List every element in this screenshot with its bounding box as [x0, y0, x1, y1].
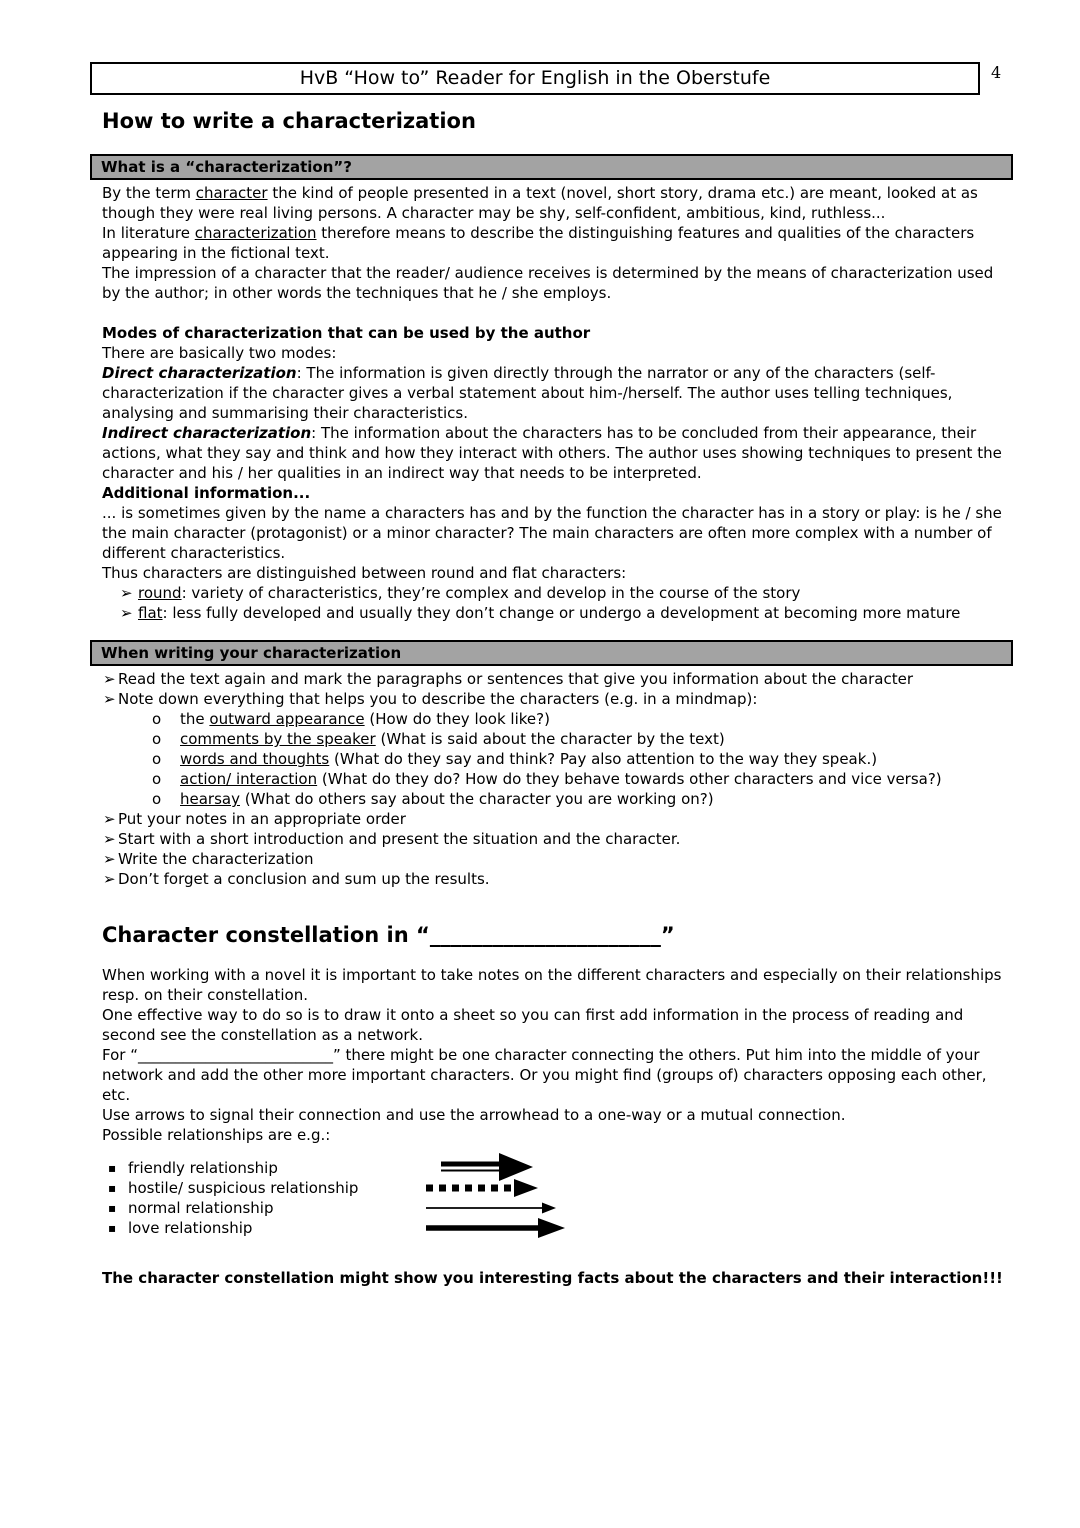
section-what-is	[102, 183, 1007, 303]
legend-row	[90, 1198, 1013, 1218]
list-item	[90, 689, 1007, 709]
arrow-bullet-icon: ➢	[103, 830, 116, 848]
round-flat-list	[102, 583, 1007, 623]
arrow-bullet-icon: ➢	[103, 670, 116, 688]
page-title: How to write a characterization	[102, 109, 476, 133]
arrow-bullet-icon: ➢	[120, 584, 133, 602]
paragraph: Direct characterization: The information is given directly through the narrator or any of the characters (self-characterization if the character gives a verbal statement about him-/herself. The author uses telling techniques, analysing and summarising their characteristics.	[102, 364, 953, 422]
circle-bullet-icon: o	[152, 790, 162, 808]
square-bullet-icon: ▪	[108, 1161, 117, 1175]
list-item	[90, 789, 1007, 809]
list-item-text: action/ interaction (What do they do? How do they behave towards other characters and vice versa?)	[180, 770, 942, 788]
list-item-text: words and thoughts (What do they say and think? Pay also attention to the way they speak.)	[180, 750, 878, 768]
legend-row	[90, 1158, 1013, 1178]
list-item-text: Read the text again and mark the paragraphs or sentences that give you information about the character	[118, 670, 913, 688]
relationship-legend	[90, 1158, 1013, 1238]
arrow-bullet-icon: ➢	[103, 850, 116, 868]
header-title-box	[90, 62, 980, 95]
circle-bullet-icon: o	[152, 770, 162, 788]
thin-arrow-icon	[426, 1201, 556, 1215]
section-heading-when-writing: When writing your characterization	[90, 640, 1013, 666]
legend-row	[90, 1178, 1013, 1198]
list-item-text: Start with a short introduction and present the situation and the character.	[118, 830, 681, 848]
paragraph: For “__________________________” there might be one character connecting the others. Put him into the middle of your network and add the other more important characters. Or you might find (groups of) characters opposing each other, etc.	[102, 1046, 987, 1104]
paragraph: By the term character the kind of people presented in a text (novel, short story, drama etc.) are meant, looked at as though they were real living persons. A character may be shy, self-confident, ambitious, kind, ruthless...	[102, 184, 978, 222]
arrow-bullet-icon: ➢	[103, 870, 116, 888]
relationship-label: love relationship	[128, 1219, 253, 1237]
paragraph: In literature characterization therefore means to describe the distinguishing features and qualities of the characters appearing in the fictional text.	[102, 224, 975, 262]
paragraph: One effective way to do so is to draw it onto a sheet so you can first add information in the process of reading and second see the constellation as a network.	[102, 1006, 964, 1044]
list-item-text: Write the characterization	[118, 850, 314, 868]
section-heading-what-is: What is a “characterization”?	[90, 154, 1013, 180]
square-bullet-icon: ▪	[108, 1181, 117, 1195]
section-modes	[102, 323, 1007, 623]
list-item	[90, 809, 1007, 829]
arrow-bullet-icon: ➢	[103, 810, 116, 828]
legend-row	[90, 1218, 1013, 1238]
thick-arrow-icon	[426, 1216, 565, 1240]
paragraph: There are basically two modes:	[102, 344, 337, 362]
writing-steps-list	[90, 669, 1007, 889]
square-bullet-icon: ▪	[108, 1221, 117, 1235]
paragraph: Use arrows to signal their connection and use the arrowhead to a one-way or a mutual connection.	[102, 1106, 846, 1124]
list-item-text: flat: less fully developed and usually they don’t change or undergo a development at becoming more mature	[138, 604, 961, 622]
list-item-text: Note down everything that helps you to describe the characters (e.g. in a mindmap):	[118, 690, 758, 708]
square-bullet-icon: ▪	[108, 1201, 117, 1215]
list-item-text: the outward appearance (How do they look like?)	[180, 710, 550, 728]
list-item	[90, 669, 1007, 689]
conclusion-note: The character constellation might show you interesting facts about the characters and their interaction!!!	[102, 1269, 1003, 1287]
list-item-text: hearsay (What do others say about the character you are working on?)	[180, 790, 714, 808]
circle-bullet-icon: o	[152, 750, 162, 768]
page-number: 4	[991, 63, 1002, 82]
section-constellation	[102, 965, 1007, 1145]
list-item-text: round: variety of characteristics, they’re complex and develop in the course of the story	[138, 584, 801, 602]
circle-bullet-icon: o	[152, 710, 162, 728]
list-item	[90, 709, 1007, 729]
paragraph: Indirect characterization: The information about the characters has to be concluded from their appearance, their actions, what they say and think and how they interact with others. The author uses showing techniques to present the character and his / her qualities in an indirect way that needs to be interpreted.	[102, 424, 1002, 482]
list-item	[102, 583, 1007, 603]
arrow-bullet-icon: ➢	[120, 604, 133, 622]
header-title: HvB “How to” Reader for English in the Oberstufe	[299, 67, 771, 89]
arrow-bullet-icon: ➢	[103, 690, 116, 708]
dotted-arrow-icon	[426, 1177, 538, 1199]
list-item	[90, 849, 1007, 869]
page-header	[90, 62, 1013, 95]
list-item-text: Don’t forget a conclusion and sum up the results.	[118, 870, 490, 888]
list-item	[90, 729, 1007, 749]
relationship-label: friendly relationship	[128, 1159, 278, 1177]
circle-bullet-icon: o	[152, 730, 162, 748]
list-item-text: comments by the speaker (What is said about the character by the text)	[180, 730, 725, 748]
list-item	[90, 769, 1007, 789]
paragraph: ... is sometimes given by the name a characters has and by the function the character has in a story or play: is he / she the main character (protagonist) or a minor character? The main characters are often more complex with a number of different characteristics.	[102, 504, 1002, 562]
relationship-label: hostile/ suspicious relationship	[128, 1179, 359, 1197]
modes-heading: Modes of characterization that can be used by the author	[102, 324, 591, 342]
paragraph: The impression of a character that the reader/ audience receives is determined by the means of characterization used by the author; in other words the techniques that he / she employs.	[102, 264, 994, 302]
paragraph: Possible relationships are e.g.:	[102, 1126, 331, 1144]
list-item	[90, 869, 1007, 889]
paragraph: Thus characters are distinguished between round and flat characters:	[102, 564, 627, 582]
list-item	[90, 749, 1007, 769]
list-item	[90, 829, 1007, 849]
additional-info-heading: Additional information...	[102, 484, 311, 502]
list-item-text: Put your notes in an appropriate order	[118, 810, 406, 828]
paragraph: When working with a novel it is important to take notes on the different characters and especially on their relationships resp. on their constellation.	[102, 966, 1002, 1004]
list-item	[102, 603, 1007, 623]
relationship-label: normal relationship	[128, 1199, 274, 1217]
constellation-title: Character constellation in “______________________”	[102, 923, 675, 947]
